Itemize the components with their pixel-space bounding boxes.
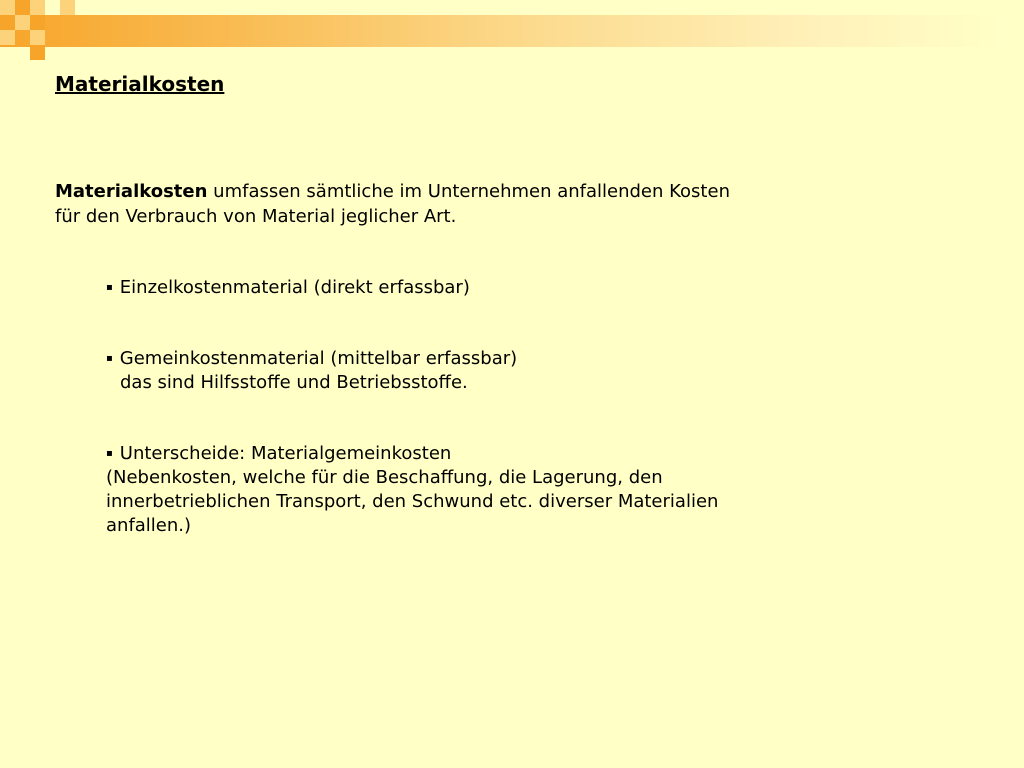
bullet-item-3	[106, 442, 866, 538]
header-gradient-band	[0, 15, 1000, 47]
bullet-3-line1: Unterscheide: Materialgemeinkosten	[119, 443, 452, 464]
intro-text-line2: für den Verbrauch von Material jeglicher Art.	[55, 206, 457, 227]
intro-text-line1: umfassen sämtliche im Unternehmen anfallenden Kosten	[207, 181, 730, 202]
bullet-marker-icon: ▪	[106, 448, 113, 459]
bullet-2-line2: das sind Hilfsstoffe und Betriebsstoffe.	[120, 372, 468, 393]
bullet-1-line1: Einzelkostenmaterial (direkt erfassbar)	[119, 277, 470, 298]
page-title: Materialkosten	[55, 72, 225, 96]
bullet-item-2	[106, 347, 866, 395]
bullet-marker-icon: ▪	[106, 353, 113, 364]
bullet-3-line4: anfallen.)	[106, 515, 192, 536]
bullet-2-line1: Gemeinkostenmaterial (mittelbar erfassbar)	[119, 348, 518, 369]
bullet-3-line3: innerbetrieblichen Transport, den Schwund etc. diverser Materialien	[106, 491, 719, 512]
bullet-3-line2: (Nebenkosten, welche für die Beschaffung, die Lagerung, den	[106, 467, 663, 488]
intro-term: Materialkosten	[55, 181, 208, 202]
intro-paragraph	[55, 179, 835, 229]
bullet-item-1	[106, 276, 866, 300]
bullet-marker-icon: ▪	[106, 282, 113, 293]
